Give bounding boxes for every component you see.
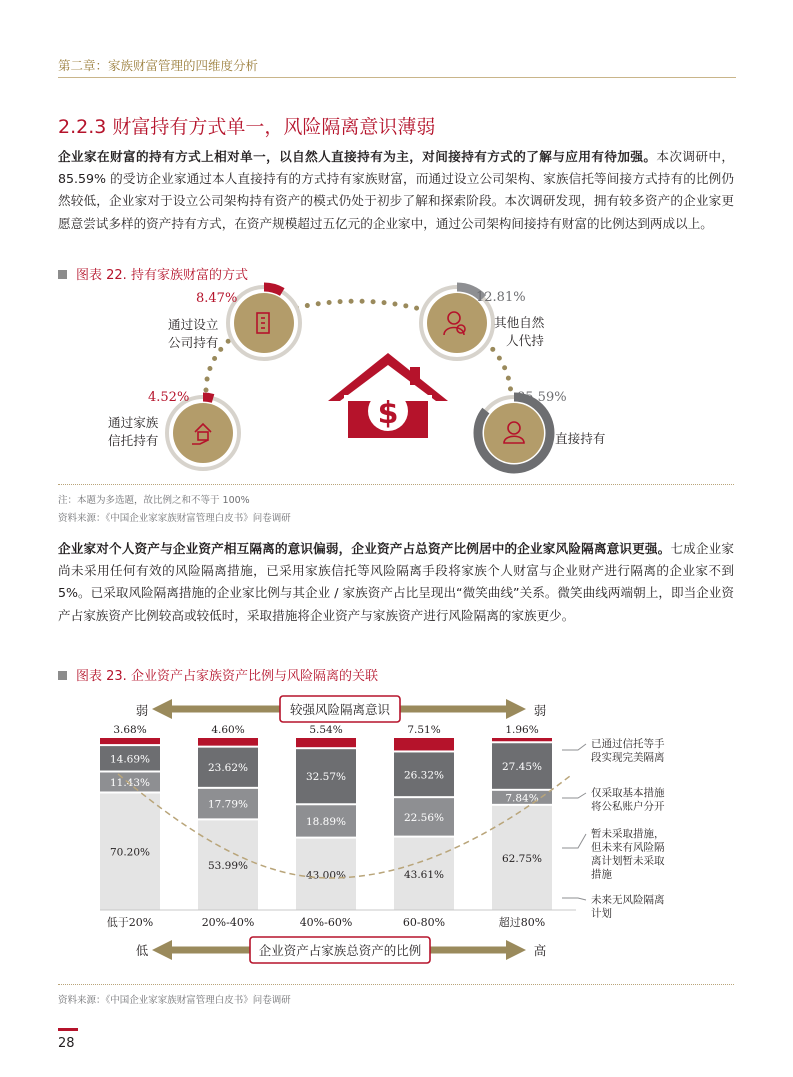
direct-holding-label: 直接持有 xyxy=(555,431,606,446)
figure-23-title: 图表 23. 企业资产占家族资产比例与风险隔离的关联 xyxy=(58,665,378,684)
proxy-holding-pct: 12.81% xyxy=(476,290,526,305)
x-axis-tick-label: 60-80% xyxy=(402,916,446,929)
figure-marker-icon xyxy=(58,270,67,279)
bar-segment xyxy=(296,738,356,747)
legend-leader-line xyxy=(562,744,586,750)
top-center-label: 较强风险隔离意识 xyxy=(289,702,391,717)
house-dollar-icon xyxy=(328,353,448,438)
figure-22-title: 图表 22. 持有家族财富的方式 xyxy=(58,264,248,283)
bar-value-label: 27.45% xyxy=(501,761,543,774)
bar-value-label: 43.61% xyxy=(403,868,445,881)
header-divider xyxy=(58,77,736,78)
bar-value-label: 5.54% xyxy=(309,724,343,736)
bar-value-label: 4.60% xyxy=(211,724,245,736)
figure-marker-icon xyxy=(58,671,67,680)
bar-value-label: 17.79% xyxy=(207,798,249,811)
bottom-center-label: 企业资产占家族总资产的比例 xyxy=(258,943,422,958)
legend-label: 未来无风险隔离 xyxy=(591,894,665,906)
bar-value-label: 26.32% xyxy=(403,769,445,782)
top-right-label: 弱 xyxy=(533,703,547,718)
bottom-left-label: 低 xyxy=(135,943,149,958)
legend-label: 计划 xyxy=(591,907,612,920)
bar-segment xyxy=(100,738,160,744)
direct-holding-circle xyxy=(478,397,550,469)
figure-23-source: 资料来源：《中国企业家家族财富管理白皮书》问卷调研 xyxy=(58,995,291,1006)
bottom-right-label: 高 xyxy=(533,943,547,958)
legend-leader-line xyxy=(562,898,586,900)
paragraph-1-body: 本次调研中，85.59% 的受访企业家通过本人直接持有的方式持有家族财富，而通过设立公司架构、家族信托等间接方式持有的比例仍然较低，企业家对于设立公司架构持有资产的模式仍处于初步了解和探索阶段。本次调研发现，拥有较多资产的企业家更愿意尝试多样的资产持有方式，在资产规模超过五亿元的企业家中，通过公司架构间接持有财富的比例达到两成以上。 xyxy=(58,149,735,231)
page-number: 28 xyxy=(58,1036,75,1051)
paragraph-2-lead: 企业家对个人资产与企业资产相互隔离的意识偏弱，企业资产占总资产比例居中的企业家风险隔离意识更强。 xyxy=(58,541,671,556)
x-axis-labels xyxy=(107,915,545,929)
bar-value-label: 7.51% xyxy=(407,724,441,736)
bar-value-label: 22.56% xyxy=(403,811,445,824)
paragraph-1 xyxy=(58,146,734,235)
bar-value-label: 70.20% xyxy=(109,846,151,859)
bar-value-label: 53.99% xyxy=(207,860,249,873)
x-axis-tick-label: 20%-40% xyxy=(201,916,255,929)
legend-label: 仅采取基本措施 xyxy=(591,787,665,799)
trust-holding-label: 通过家族 信托持有 xyxy=(108,415,159,448)
legend-leader-line xyxy=(562,793,586,798)
bar-value-label: 1.96% xyxy=(505,724,539,736)
direct-holding-pct: 85.59% xyxy=(517,390,567,405)
figure-23-chart xyxy=(90,688,710,970)
bar-value-label: 11.43% xyxy=(109,776,151,789)
top-left-label: 弱 xyxy=(135,703,149,718)
bar-value-label: 62.75% xyxy=(501,852,543,865)
legend xyxy=(562,737,665,920)
page-number-mark xyxy=(58,1028,78,1031)
legend-label: 措施 xyxy=(591,868,612,881)
legend-label: 将公私账户分开 xyxy=(591,800,665,813)
x-axis-tick-label: 超过80% xyxy=(498,916,546,929)
x-axis-tick-label: 低于20% xyxy=(106,916,154,929)
stacked-bars xyxy=(100,724,552,910)
paragraph-1-lead: 企业家在财富的持有方式上相对单一，以自然人直接持有为主，对间接持有方式的了解与应用有待加强。 xyxy=(58,149,657,164)
bar-segment xyxy=(198,738,258,746)
figure-22-source: 资料来源：《中国企业家家族财富管理白皮书》问卷调研 xyxy=(58,513,291,524)
section-title: 2.2.3 财富持有方式单一，风险隔离意识薄弱 xyxy=(58,116,436,138)
chapter-header: 第二章：家族财富管理的四维度分析 xyxy=(58,58,259,73)
company-holding-circle xyxy=(228,287,300,359)
paragraph-2-body: 七成企业家尚未采用任何有效的风险隔离措施，已采用家族信托等风险隔离手段将家族个人财富与企业财产进行隔离的企业家不到 5%。已采取风险隔离措施的企业家比例与其企业 / 家族资产占比呈现出“微笑曲线”关系。微笑曲线两端朝上，即当企业资产占家族资产比例较高或较低时，采取措施将企业资产与家族资产进行风险隔离的家族更少。 xyxy=(58,541,734,623)
legend-label: 但未来有风险隔 xyxy=(591,841,665,854)
paragraph-2 xyxy=(58,538,734,627)
figure-22-note: 注：本题为多选题，故比例之和不等于 100% xyxy=(58,495,250,506)
svg-text:$: $ xyxy=(377,396,399,431)
trust-holding-pct: 4.52% xyxy=(148,390,190,405)
legend-label: 暂未采取措施， xyxy=(591,828,665,840)
bar-value-label: 14.69% xyxy=(109,753,151,766)
x-axis-tick-label: 40%-60% xyxy=(299,916,353,929)
legend-leader-line xyxy=(562,834,586,848)
figure-23-divider xyxy=(58,984,734,985)
bar-segment xyxy=(492,738,552,741)
figure-22-graphic xyxy=(58,282,734,482)
company-holding-label: 通过设立 公司持有 xyxy=(168,317,219,350)
bar-value-label: 23.62% xyxy=(207,762,249,775)
bar-value-label: 32.57% xyxy=(305,771,347,784)
proxy-holding-label: 其他自然 人代持 xyxy=(494,315,545,348)
legend-label: 已通过信托等手 xyxy=(591,738,665,750)
bar-segment xyxy=(394,738,454,750)
figure-22-divider xyxy=(58,484,734,485)
legend-label: 离计划暂未采取 xyxy=(591,855,665,867)
company-holding-pct: 8.47% xyxy=(196,291,238,306)
bar-value-label: 3.68% xyxy=(113,724,147,736)
bar-value-label: 43.00% xyxy=(305,869,347,882)
trust-holding-circle xyxy=(167,397,239,469)
bar-value-label: 18.89% xyxy=(305,815,347,828)
legend-label: 段实现完美隔离 xyxy=(591,751,665,764)
bar-value-label: 7.84% xyxy=(505,792,539,805)
